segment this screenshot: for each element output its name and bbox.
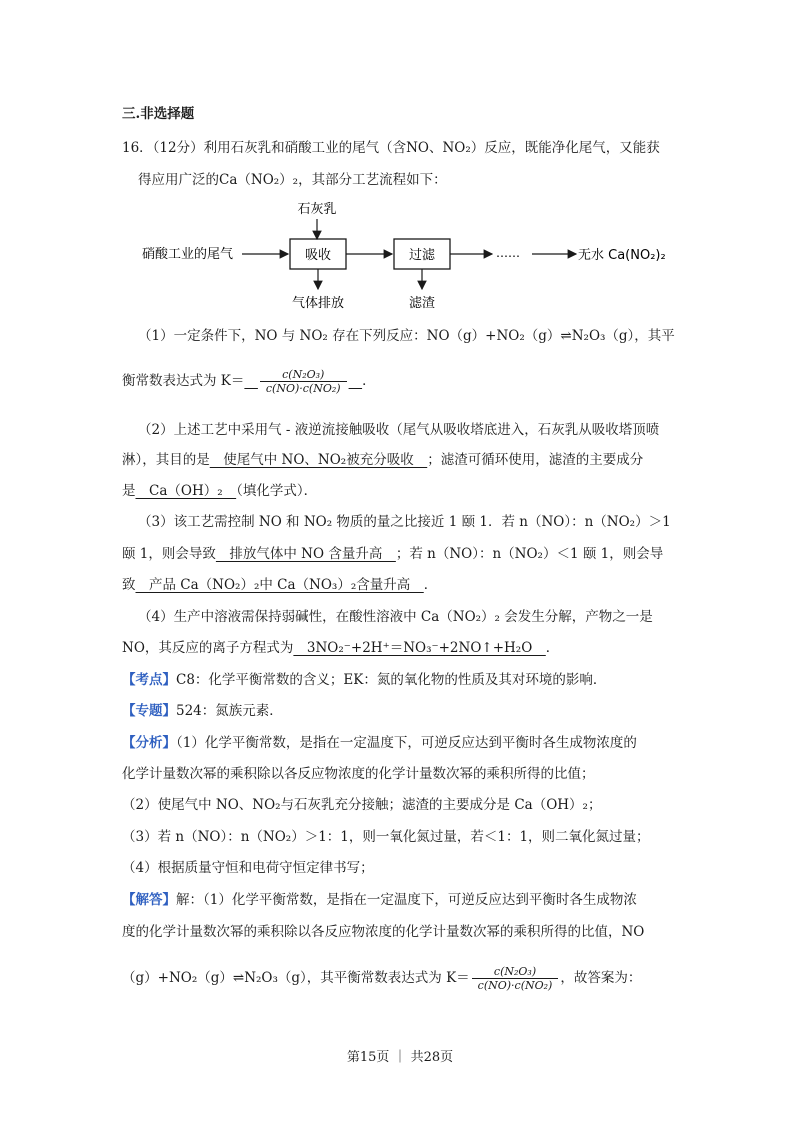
text-span: ；滤渣可循环使用，滤渣的主要成分 [427, 452, 644, 468]
flow-dots: …… [496, 246, 520, 260]
k-fraction-answer [472, 965, 559, 992]
fenxi-line-5: （4）根据质量守恒和电荷守恒定律书写； [122, 860, 374, 876]
text-span: （填化学式）． [236, 483, 318, 499]
part3-line-1: （3）该工艺需控制 NO 和 NO₂ 物质的量之比接近 1 颐 1．若 n（NO）：n（NO₂）＞1 [138, 514, 671, 530]
filter-box-label: 过滤 [408, 248, 436, 263]
answer-blank: 产品 Ca（NO₂）₂中 Ca（NO₃）₂含量升高 [135, 577, 424, 593]
process-flow-diagram [130, 195, 690, 315]
text-span: （g）+NO₂（g）⇌N₂O₃（g），其平衡常数表达式为 K＝ [122, 970, 470, 986]
fenxi-line-2: 化学计量数次幂的乘积除以各反应物浓度的化学计量数次幂的乘积所得的比值； [122, 766, 595, 782]
kaodian-tag: 【考点】 [122, 672, 176, 688]
text-span: 致 [122, 577, 136, 593]
text-span: （1）化学平衡常数，是指在一定温度下，可逆反应达到平衡时各生成物浓度的 [176, 735, 637, 751]
question-line-1: 16．（12分）利用石灰乳和硝酸工业的尾气（含NO、NO₂）反应，既能净化尾气，又能获 [122, 140, 660, 156]
kaodian-text: C8：化学平衡常数的含义；EK：氮的氧化物的性质及其对环境的影响． [176, 672, 607, 688]
part1-line-1: （1）一定条件下，NO 与 NO₂ 存在下列反应：NO（g）+NO₂（g）⇌N₂O₃（g），其平 [138, 328, 675, 344]
k-denominator: c(NO)·c(NO₂) [477, 979, 553, 992]
section-title: 三.非选择题 [122, 106, 195, 122]
k-numerator: c(N₂O₃) [260, 368, 347, 382]
question-line-2: 得应用广泛的Ca（NO₂）₂，其部分工艺流程如下： [138, 172, 447, 188]
text-span: NO，其反应的离子方程式为 [122, 640, 294, 656]
k-denominator: c(NO)·c(NO₂) [265, 382, 341, 395]
zhuanti-text: 524：氮族元素． [176, 703, 283, 719]
answer-blank: 3NO₂⁻+2H⁺＝NO₃⁻+2NO↑+H₂O [293, 640, 546, 656]
part2-line-3 [122, 481, 692, 501]
part3-line-3 [122, 575, 692, 595]
fenxi-line-3: （2）使尾气中 NO、NO₂与石灰乳充分接触；滤渣的主要成分是 Ca（OH）₂； [122, 797, 602, 813]
kaodian-line [122, 670, 692, 690]
part1-line-2 [122, 368, 692, 395]
zhuanti-line [122, 701, 692, 721]
text-span: ；若 n（NO）：n（NO₂）＜1 颐 1，则会导 [395, 546, 664, 562]
jieda-line-1 [122, 890, 692, 910]
jieda-line-2: 度的化学计量数次幂的乘积除以各反应物浓度的化学计量数次幂的乘积所得的比值，NO [122, 924, 645, 940]
text-span: 解：（1）化学平衡常数，是指在一定温度下，可逆反应达到平衡时各生成物浓 [176, 892, 637, 908]
k-answer [244, 368, 362, 395]
text-span: ． [423, 577, 438, 593]
answer-blank: Ca（OH）₂ [135, 483, 237, 499]
text-span: ，故答案为： [560, 970, 642, 986]
fenxi-line-1 [122, 733, 692, 753]
page-footer: 第15页 ｜ 共28页 [346, 1050, 454, 1065]
flow-left-input: 硝酸工业的尾气 [142, 247, 234, 262]
text-span: 淋），其目的是 [122, 452, 210, 468]
flow-gas-output: 气体排放 [291, 296, 345, 311]
k-fraction [260, 368, 347, 395]
part4-line-2 [122, 638, 692, 658]
part3-line-2 [122, 544, 692, 564]
jieda-tag: 【解答】 [122, 892, 176, 908]
part4-line-1: （4）生产中溶液需保持弱碱性，在酸性溶液中 Ca（NO₂）₂ 会发生分解，产物之一是 [138, 609, 653, 625]
k-numerator: c(N₂O₃) [472, 965, 559, 979]
flow-residue-output: 滤渣 [408, 296, 436, 311]
text-span: 颐 1，则会导致 [122, 546, 216, 562]
text-span: 是 [122, 483, 136, 499]
flow-top-input: 石灰乳 [297, 202, 337, 217]
period: ． [362, 373, 376, 389]
answer-blank: 使尾气中 NO、NO₂被充分吸收 [209, 452, 428, 468]
flow-product: 无水 Ca(NO₂)₂ [578, 248, 666, 263]
absorb-box-label: 吸收 [304, 248, 332, 263]
jieda-line-3 [122, 965, 692, 992]
part2-line-2 [122, 450, 692, 470]
fenxi-tag: 【分析】 [122, 735, 176, 751]
answer-blank: 排放气体中 NO 含量升高 [215, 546, 396, 562]
part2-line-1: （2）上述工艺中采用气 - 液逆流接触吸收（尾气从吸收塔底进入，石灰乳从吸收塔顶喷 [138, 422, 660, 438]
text-span: ． [545, 640, 560, 656]
zhuanti-tag: 【专题】 [122, 703, 176, 719]
fenxi-line-4: （3）若 n（NO）：n（NO₂）＞1：1，则一氧化氮过量，若＜1：1，则二氧化氮过量； [122, 829, 650, 845]
k-prefix: 衡常数表达式为 K＝ [122, 373, 245, 389]
